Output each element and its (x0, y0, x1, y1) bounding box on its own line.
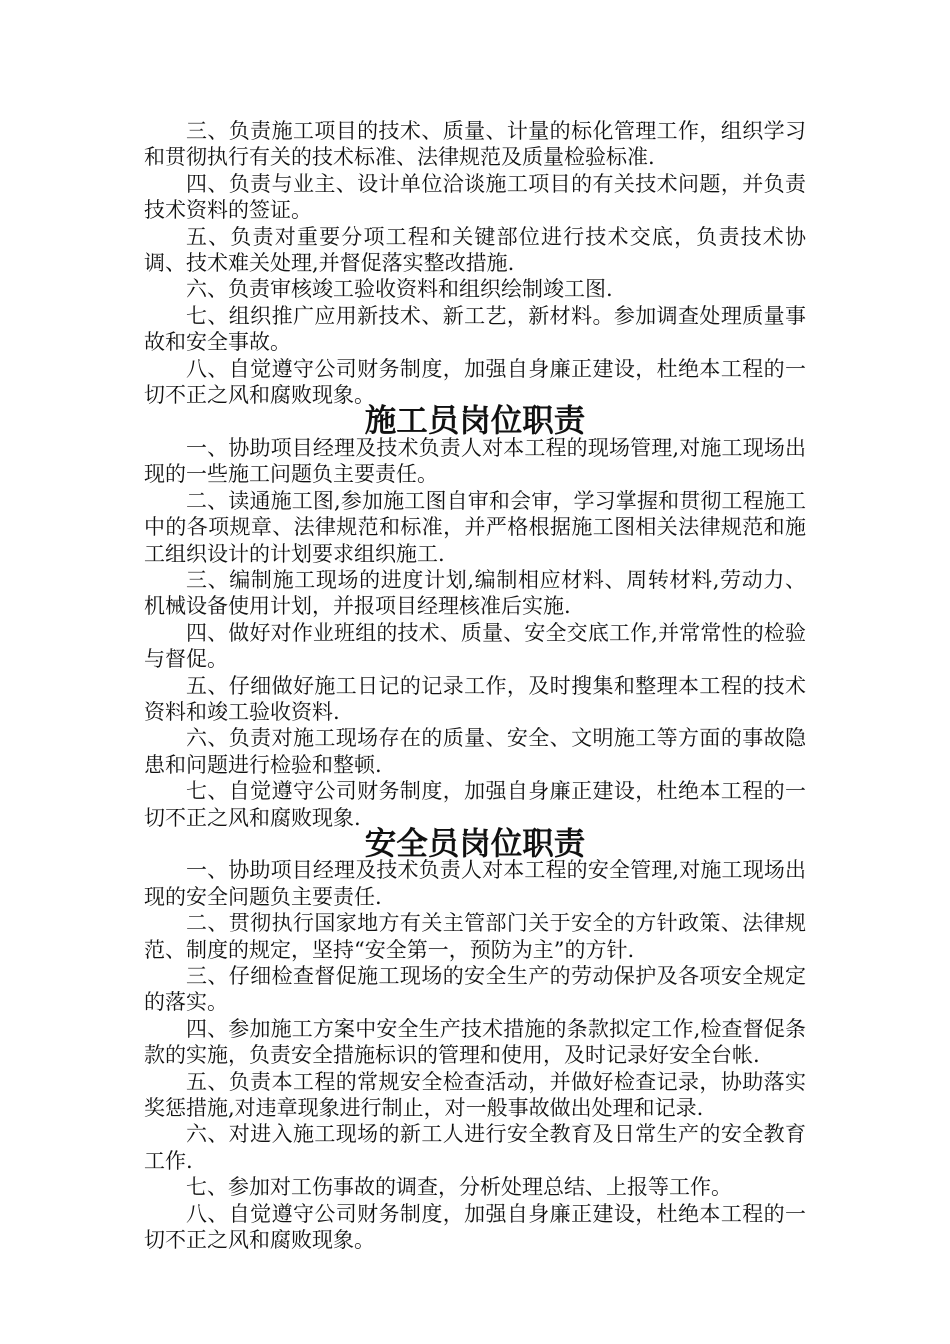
document-page (144, 118, 806, 1253)
paragraph: 五、仔细做好施工日记的记录工作，及时搜集和整理本工程的技术资料和竣工验收资料. (144, 673, 806, 724)
paragraph: 四、参加施工方案中安全生产技术措施的条款拟定工作,检查督促条款的实施，负责安全措施标识的管理和使用，及时记录好安全台帐. (144, 1016, 806, 1068)
paragraph: 七、组织推广应用新技术、新工艺，新材料。参加调查处理质量事故和安全事故。 (144, 303, 806, 355)
paragraph: 三、负责施工项目的技术、质量、计量的标化管理工作，组织学习和贯彻执行有关的技术标准、法律规范及质量检验标准. (144, 119, 806, 170)
paragraph: 一、协助项目经理及技术负责人对本工程的安全管理,对施工现场出现的安全问题负主要责任. (144, 858, 806, 909)
paragraph: 一、协助项目经理及技术负责人对本工程的现场管理,对施工现场出现的一些施工问题负主要责任。 (144, 435, 806, 487)
paragraph: 四、负责与业主、设计单位洽谈施工项目的有关技术问题，并负责技术资料的签证。 (144, 171, 806, 223)
paragraph: 二、读通施工图,参加施工图自审和会审，学习掌握和贯彻工程施工中的各项规章、法律规范和标准，并严格根据施工图相关法律规范和施工组织设计的计划要求组织施工. (144, 488, 806, 566)
paragraph: 六、负责对施工现场存在的质量、安全、文明施工等方面的事故隐患和问题进行检验和整顿. (144, 726, 806, 777)
paragraph: 八、自觉遵守公司财务制度，加强自身廉正建设，杜绝本工程的一切不正之风和腐败现象。 (144, 356, 806, 408)
paragraph: 四、做好对作业班组的技术、质量、安全交底工作,并常常性的检验与督促。 (144, 620, 806, 672)
paragraph: 八、自觉遵守公司财务制度，加强自身廉正建设，杜绝本工程的一切不正之风和腐败现象。 (144, 1201, 806, 1253)
paragraph: 三、仔细检查督促施工现场的安全生产的劳动保护及各项安全规定的落实。 (144, 964, 806, 1015)
paragraph: 二、贯彻执行国家地方有关主管部门关于安全的方针政策、法律规范、制度的规定，坚持“安全第一，预防为主”的方针. (144, 911, 806, 962)
paragraph: 六、负责审核竣工验收资料和组织绘制竣工图. (186, 277, 613, 302)
section-heading-safety-officer: 安全员岗位职责 (364, 824, 586, 862)
paragraph: 三、编制施工现场的进度计划,编制相应材料、周转材料,劳动力、机械设备使用计划，并报项目经理核准后实施. (144, 567, 806, 619)
paragraph: 七、参加对工伤事故的调查，分析处理总结、上报等工作。 (186, 1175, 732, 1200)
paragraph: 七、自觉遵守公司财务制度，加强自身廉正建设，杜绝本工程的一切不正之风和腐败现象. (144, 779, 806, 830)
paragraph: 五、负责对重要分项工程和关键部位进行技术交底，负责技术协调、技术难关处理,并督促落实整改措施. (144, 224, 806, 276)
paragraph: 五、负责本工程的常规安全检查活动，并做好检查记录，协助落实奖惩措施,对违章现象进行制止，对一般事故做出处理和记录. (144, 1069, 806, 1121)
section-heading-construction-staff: 施工员岗位职责 (364, 402, 586, 440)
paragraph: 六、对进入施工现场的新工人进行安全教育及日常生产的安全教育工作. (144, 1122, 806, 1173)
